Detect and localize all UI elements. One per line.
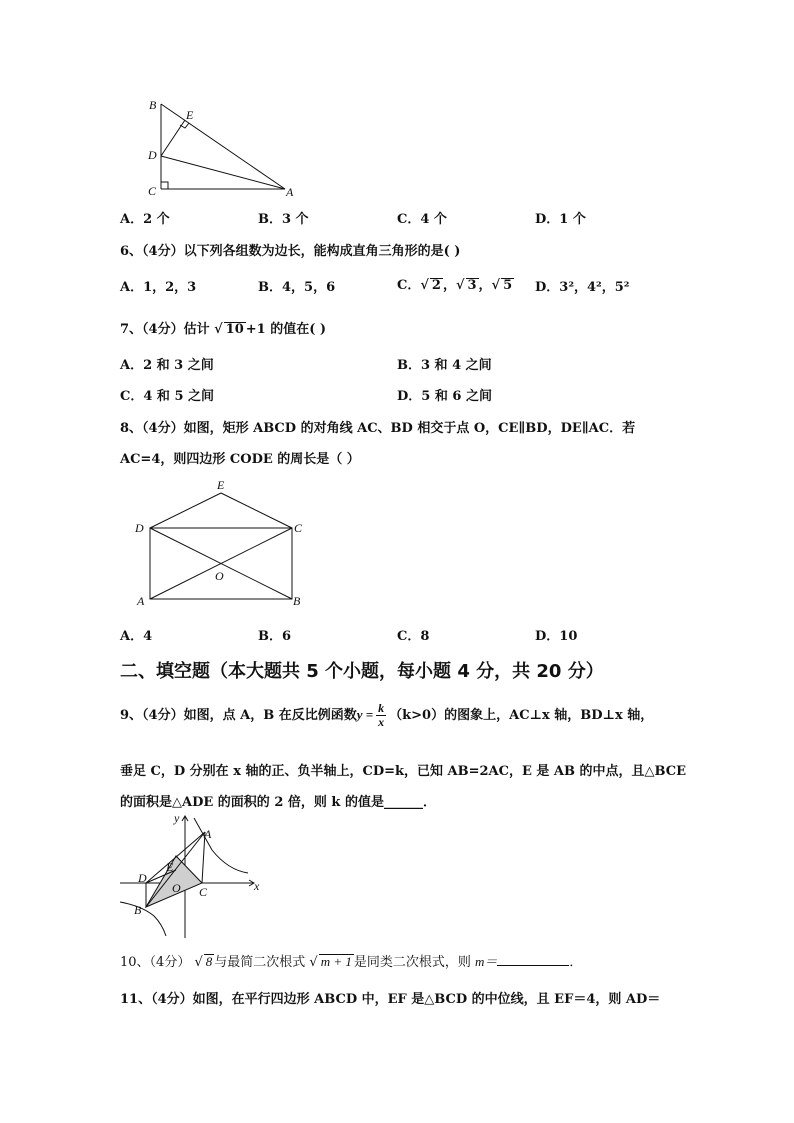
q9-fraction (376, 702, 386, 729)
q7-option-d[interactable]: D．5 和 6 之间 (397, 389, 492, 404)
hyperbola-branch-2 (120, 902, 166, 936)
q5-option-b[interactable]: B．3 个 (258, 212, 309, 227)
q5-option-c[interactable]: C．4 个 (397, 212, 447, 227)
q10-mid: 与最简二次根式 (214, 955, 306, 970)
q6-stem: 6、（4分）以下列各组数为边长，能构成直角三角形的是( ) (120, 244, 461, 259)
q6-option-d[interactable]: D．3²，4²，5² (535, 280, 630, 295)
segment-ba (161, 104, 285, 189)
q7-prefix: 7、（4分）估计 (120, 322, 210, 337)
label-b: B (293, 594, 301, 608)
label-c: C (148, 184, 157, 198)
q9-frac-den: x (378, 715, 385, 729)
q6-sqrt-2: 2 (431, 278, 441, 293)
q5-triangle-figure (140, 96, 310, 200)
q9-line1-suffix: （k>0）的图象上，AC⊥x 轴，BD⊥x 轴， (389, 708, 654, 723)
q6-option-a[interactable]: A．1，2，3 (120, 280, 197, 295)
q8-option-c[interactable]: C．8 (397, 629, 430, 644)
q11-stem: 11、（4分）如图，在平行四边形 ABCD 中，EF 是△BCD 的中位线，且 EF＝4，则 AD＝ (120, 992, 661, 1007)
label-e: E (217, 478, 225, 492)
q7-option-a[interactable]: A．2 和 3 之间 (120, 358, 214, 373)
segment-de (150, 493, 221, 528)
q9-func-y: y = (356, 707, 374, 722)
right-angle-mark-e (180, 123, 189, 128)
label-a: A (286, 185, 294, 199)
label-e: E (186, 108, 194, 122)
q6-sqrt-5: 5 (503, 278, 513, 293)
q7-option-b[interactable]: B．3 和 4 之间 (397, 358, 492, 373)
label-d: D (135, 521, 144, 535)
label-e: E (166, 860, 174, 874)
q8-stem-line2: AC=4，则四边形 CODE 的周长是（ ） (120, 452, 360, 467)
label-c: C (199, 885, 208, 899)
label-x: x (254, 879, 260, 893)
q6-option-c-prefix: C． (397, 278, 421, 293)
q7-after: +1 的值在( ) (245, 322, 327, 337)
q10-stem: 10、（4分） √ 8 与最简二次根式 √ m + 1 是同类二次根式，则 m＝ ． (120, 954, 583, 970)
q9-stem-line1 (120, 702, 653, 729)
q7-stem: 7、（4分）估计 √ 10 +1 的值在( ) (120, 322, 327, 337)
q10-sqrt-m-plus-1: m + 1 (320, 954, 352, 969)
q10-suffix: 是同类二次根式，则 (353, 955, 471, 970)
q6-option-b[interactable]: B．4，5，6 (258, 280, 336, 295)
label-y: y (174, 811, 180, 825)
q6-sqrt-3: 3 (467, 278, 477, 293)
q7-option-c[interactable]: C．4 和 5 之间 (120, 389, 215, 404)
section-2-title: 二、填空题（本大题共 5 个小题，每小题 4 分，共 20 分） (120, 661, 604, 682)
q10-prefix: 10、（4分） (120, 955, 191, 970)
label-b: B (149, 98, 157, 112)
segment-da (161, 156, 285, 189)
q10-end: ． (569, 955, 583, 970)
label-o: O (215, 569, 224, 583)
label-c: C (294, 521, 303, 535)
q8-option-b[interactable]: B．6 (258, 629, 292, 644)
q9-stem-line2: 垂足 C，D 分别在 x 轴的正、负半轴上，CD=k，已知 AB=2AC，E 是 AB 的中点，且△BCE (120, 764, 687, 779)
label-d: D (148, 148, 157, 162)
q10-sqrt-8: 8 (205, 954, 213, 969)
q8-rectangle-figure (130, 476, 315, 611)
q10-answer-blank[interactable] (497, 965, 569, 966)
hyperbola-branch-1 (194, 818, 248, 873)
label-b: B (134, 903, 142, 917)
label-d: D (138, 871, 147, 885)
q9-stem-line3: 的面积是△ADE 的面积的 2 倍，则 k 的值是______． (120, 795, 436, 810)
q7-sqrt-10: 10 (225, 322, 244, 337)
label-o: O (172, 881, 181, 895)
right-angle-mark-c (161, 182, 168, 189)
q8-option-a[interactable]: A．4 (120, 629, 153, 644)
q8-stem-line1: 8、（4分）如图，矩形 ABCD 的对角线 AC、BD 相交于点 O，CE∥BD，DE∥AC．若 (120, 421, 636, 436)
q9-line1-prefix: 9、（4分）如图，点 A，B 在反比例函数 (120, 708, 357, 723)
q6-option-c[interactable]: C．√ 2 ，√ 3 ，√ 5 (397, 278, 513, 293)
q8-option-d[interactable]: D．10 (535, 629, 578, 644)
label-a: A (204, 827, 212, 841)
q5-option-d[interactable]: D．1 个 (535, 212, 586, 227)
q5-option-a[interactable]: A．2 个 (120, 212, 170, 227)
q9-frac-num: k (378, 701, 385, 715)
q10-m-eq: m＝ (475, 954, 498, 969)
label-a: A (137, 594, 145, 608)
segment-ab (146, 832, 205, 907)
segment-ce (221, 493, 292, 528)
q9-hyperbola-figure (118, 810, 268, 940)
